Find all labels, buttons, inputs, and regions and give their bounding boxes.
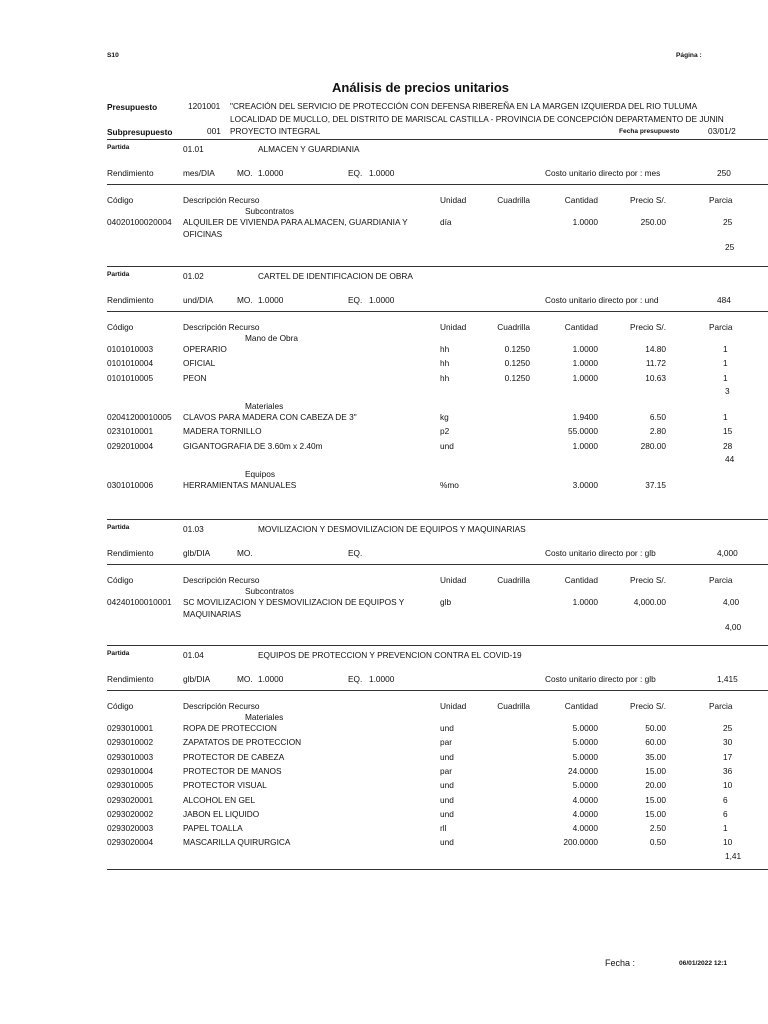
col-header-cuadrilla: Cuadrilla <box>497 701 530 711</box>
group-subtotal: 44 <box>725 453 735 464</box>
rendimiento-label: Rendimiento <box>107 548 154 558</box>
col-header-codigo: Código <box>107 195 134 205</box>
partida-name: CARTEL DE IDENTIFICACION DE OBRA <box>258 271 413 281</box>
resource-group-title: Mano de Obra <box>245 333 299 343</box>
col-header-parcial: Parcia <box>709 195 733 205</box>
costo-unitario-label: Costo unitario directo por : mes <box>545 168 661 178</box>
col-header-unidad: Unidad <box>440 195 467 205</box>
partida-separator <box>107 266 768 267</box>
resource-parcial: 6 <box>723 794 728 805</box>
resource-precio: 14.80 <box>645 344 666 354</box>
resource-code: 0293010003 <box>107 751 154 762</box>
resource-parcial: 1 <box>723 823 728 834</box>
subpresupuesto-code: 001 <box>207 126 221 136</box>
rendimiento-separator <box>107 311 768 312</box>
resource-parcial: 4,00 <box>723 597 740 607</box>
resource-code: 0293020003 <box>107 823 154 834</box>
partida-label: Partida <box>107 144 130 151</box>
subpresupuesto-name: PROYECTO INTEGRAL <box>230 126 321 136</box>
resource-description: CLAVOS PARA MADERA CON CABEZA DE 3" <box>183 411 357 422</box>
col-header-precio: Precio S/. <box>630 195 666 205</box>
col-header-cantidad: Cantidad <box>564 195 598 205</box>
resource-description: ROPA DE PROTECCION <box>183 723 277 733</box>
col-header-unidad: Unidad <box>440 322 467 332</box>
resource-description: ALQUILER DE VIVIENDA PARA ALMACEN, GUARDIANIA Y <box>183 217 408 227</box>
rendimiento-label: Rendimiento <box>107 168 154 178</box>
resource-cantidad: 1.0000 <box>572 372 598 383</box>
resource-unit: und <box>440 808 454 819</box>
resource-cantidad: 55.0000 <box>568 426 598 437</box>
resource-description: MADERA TORNILLO <box>183 426 262 437</box>
eq-label: EQ. <box>348 548 363 558</box>
eq-label: EQ. <box>348 295 363 305</box>
resource-code: 0101010003 <box>107 344 154 354</box>
resource-precio: 11.72 <box>645 358 666 369</box>
resource-unit: p2 <box>440 426 450 437</box>
resource-unit: hh <box>440 372 450 383</box>
resource-group-title: Materiales <box>245 400 284 411</box>
col-header-descripcion: Descripción Recurso <box>183 701 260 711</box>
col-header-cuadrilla: Cuadrilla <box>497 322 530 332</box>
resource-unit: und <box>440 837 454 848</box>
col-header-precio: Precio S/. <box>630 322 666 332</box>
mo-label: MO. <box>237 168 253 178</box>
group-subtotal: 3 <box>725 385 730 396</box>
end-separator <box>107 869 768 870</box>
resource-precio: 15.00 <box>645 794 666 805</box>
eq-label: EQ. <box>348 674 363 684</box>
col-header-unidad: Unidad <box>440 701 467 711</box>
col-header-descripcion: Descripción Recurso <box>183 322 260 332</box>
partida-code: 01.04 <box>183 650 204 660</box>
rendimiento-unit: mes/DIA <box>183 168 215 178</box>
col-header-parcial: Parcia <box>709 701 733 711</box>
rendimiento-separator <box>107 690 768 691</box>
resource-parcial: 25 <box>723 217 733 227</box>
resource-group-title: Materiales <box>245 712 284 722</box>
resource-description: PROTECTOR DE CABEZA <box>183 751 285 762</box>
resource-description: JABON EL LIQUIDO <box>183 808 260 819</box>
resource-unit: día <box>440 217 452 227</box>
partida-name: EQUIPOS DE PROTECCION Y PREVENCION CONTRA EL COVID-19 <box>258 650 522 660</box>
partida-label: Partida <box>107 650 130 657</box>
resource-description: SC MOVILIZACION Y DESMOVILIZACION DE EQUIPOS Y <box>183 597 405 607</box>
resource-group-title: Equipos <box>245 468 275 479</box>
col-header-parcial: Parcia <box>709 322 733 332</box>
resource-precio: 20.00 <box>645 780 666 791</box>
rendimiento-label: Rendimiento <box>107 674 154 684</box>
presupuesto-desc-line1: "CREACIÓN DEL SERVICIO DE PROTECCIÓN CON DEFENSA RIBEREÑA EN LA MARGEN IZQUIERDA DEL RIO TULUMA <box>230 101 698 111</box>
resource-code: 0231010001 <box>107 426 154 437</box>
resource-cantidad: 4.0000 <box>572 808 598 819</box>
resource-description: OFICIAL <box>183 358 216 369</box>
partida-label: Partida <box>107 524 130 531</box>
resource-cantidad: 4.0000 <box>572 794 598 805</box>
eq-value: 1.0000 <box>369 295 395 305</box>
resource-cantidad: 5.0000 <box>572 780 598 791</box>
resource-code: 0292010004 <box>107 440 154 451</box>
resource-cantidad: 5.0000 <box>572 737 598 748</box>
fecha-presupuesto-label: Fecha presupuesto <box>619 128 680 135</box>
page-label: Página : <box>676 52 702 59</box>
resource-description: HERRAMIENTAS MANUALES <box>183 479 297 490</box>
resource-cantidad: 5.0000 <box>572 723 598 733</box>
mo-value: 1.0000 <box>258 674 284 684</box>
resource-parcial: 10 <box>723 837 733 848</box>
resource-code: 04020100020004 <box>107 217 172 227</box>
col-header-cantidad: Cantidad <box>564 575 598 585</box>
resource-description: MASCARILLA QUIRURGICA <box>183 837 291 848</box>
resource-unit: %mo <box>440 479 459 490</box>
resource-cantidad: 1.0000 <box>572 597 598 607</box>
resource-cantidad: 24.0000 <box>568 765 598 776</box>
footer-date-label: Fecha : <box>605 958 636 968</box>
resource-precio: 15.00 <box>645 765 666 776</box>
presupuesto-desc-line2: LOCALIDAD DE MUCLLO, DEL DISTRITO DE MARISCAL CASTILLA - PROVINCIA DE CONCEPCIÓN DEPARTAMENTO DE JUNIN <box>230 114 724 124</box>
resource-cantidad: 4.0000 <box>572 823 598 834</box>
partida-name: MOVILIZACION Y DESMOVILIZACION DE EQUIPOS Y MAQUINARIAS <box>258 524 526 534</box>
resource-code: 0293020002 <box>107 808 154 819</box>
costo-unitario-value: 4,000 <box>717 548 738 558</box>
resource-unit: hh <box>440 358 450 369</box>
resource-group-title: Subcontratos <box>245 586 294 596</box>
software-name: S10 <box>107 52 119 59</box>
eq-label: EQ. <box>348 168 363 178</box>
resource-code: 02041200010005 <box>107 411 172 422</box>
resource-unit: hh <box>440 344 450 354</box>
resource-unit: kg <box>440 411 449 422</box>
col-header-parcial: Parcia <box>709 575 733 585</box>
partida-separator <box>107 519 768 520</box>
subpresupuesto-label: Subpresupuesto <box>107 127 173 137</box>
resource-cantidad: 1.9400 <box>572 411 598 422</box>
resource-code: 04240100010001 <box>107 597 172 607</box>
resource-unit: und <box>440 440 454 451</box>
resource-cantidad: 1.0000 <box>572 217 598 227</box>
partida-code: 01.03 <box>183 524 204 534</box>
resource-code: 0293020001 <box>107 794 154 805</box>
resource-description: OPERARIO <box>183 344 227 354</box>
resource-unit: rll <box>440 823 447 834</box>
col-header-codigo: Código <box>107 701 134 711</box>
col-header-cantidad: Cantidad <box>564 701 598 711</box>
resource-cantidad: 1.0000 <box>572 440 598 451</box>
resource-code: 0301010006 <box>107 479 154 490</box>
resource-parcial: 30 <box>723 737 733 748</box>
resource-cuadrilla: 0.1250 <box>504 344 530 354</box>
partida-code: 01.01 <box>183 144 204 154</box>
resource-cuadrilla: 0.1250 <box>504 372 530 383</box>
mo-label: MO. <box>237 674 253 684</box>
resource-group-title: Subcontratos <box>245 206 294 216</box>
partida-label: Partida <box>107 271 130 278</box>
resource-description: PAPEL TOALLA <box>183 823 243 834</box>
fecha-presupuesto-value: 03/01/2 <box>708 126 736 136</box>
col-header-cuadrilla: Cuadrilla <box>497 575 530 585</box>
resource-precio: 2.80 <box>649 426 666 437</box>
resource-description: PEON <box>183 372 207 383</box>
resource-cantidad: 5.0000 <box>572 751 598 762</box>
resource-code: 0293010002 <box>107 737 154 748</box>
resource-precio: 4,000.00 <box>633 597 666 607</box>
resource-precio: 60.00 <box>645 737 666 748</box>
mo-value: 1.0000 <box>258 295 284 305</box>
partida-separator <box>107 139 768 140</box>
col-header-precio: Precio S/. <box>630 575 666 585</box>
resource-precio: 15.00 <box>645 808 666 819</box>
resource-description: ZAPATATOS DE PROTECCION <box>183 737 302 748</box>
col-header-codigo: Código <box>107 575 134 585</box>
resource-parcial: 25 <box>723 723 733 733</box>
resource-cuadrilla: 0.1250 <box>504 358 530 369</box>
resource-parcial: 36 <box>723 765 733 776</box>
page-title: Análisis de precios unitarios <box>332 80 509 95</box>
rendimiento-unit: glb/DIA <box>183 548 211 558</box>
resource-unit: und <box>440 723 454 733</box>
resource-precio: 10.63 <box>645 372 666 383</box>
costo-unitario-value: 484 <box>717 295 731 305</box>
partida-name: ALMACEN Y GUARDIANIA <box>258 144 360 154</box>
resource-code: 0293010001 <box>107 723 154 733</box>
resource-unit: und <box>440 780 454 791</box>
resource-unit: glb <box>440 597 452 607</box>
mo-value: 1.0000 <box>258 168 284 178</box>
eq-value: 1.0000 <box>369 674 395 684</box>
costo-unitario-value: 250 <box>717 168 731 178</box>
resource-precio: 280.00 <box>640 440 666 451</box>
resource-description: GIGANTOGRAFIA DE 3.60m x 2.40m <box>183 440 323 451</box>
resource-parcial: 1 <box>723 372 728 383</box>
rendimiento-label: Rendimiento <box>107 295 154 305</box>
resource-precio: 2.50 <box>649 823 666 834</box>
mo-label: MO. <box>237 548 253 558</box>
costo-unitario-label: Costo unitario directo por : und <box>545 295 659 305</box>
resource-precio: 6.50 <box>649 411 666 422</box>
resource-precio: 35.00 <box>645 751 666 762</box>
group-subtotal: 1,41 <box>725 850 742 861</box>
resource-description: MAQUINARIAS <box>183 608 242 619</box>
resource-precio: 50.00 <box>645 723 666 733</box>
resource-description: PROTECTOR VISUAL <box>183 780 267 791</box>
group-subtotal: 25 <box>725 241 735 252</box>
presupuesto-code: 1201001 <box>188 101 221 111</box>
resource-description: PROTECTOR DE MANOS <box>183 765 282 776</box>
resource-unit: und <box>440 794 454 805</box>
rendimiento-separator <box>107 184 768 185</box>
resource-unit: par <box>440 765 452 776</box>
col-header-descripcion: Descripción Recurso <box>183 575 260 585</box>
resource-parcial: 1 <box>723 358 728 369</box>
col-header-codigo: Código <box>107 322 134 332</box>
resource-unit: par <box>440 737 452 748</box>
resource-precio: 250.00 <box>640 217 666 227</box>
col-header-unidad: Unidad <box>440 575 467 585</box>
group-subtotal: 4,00 <box>725 621 742 632</box>
resource-code: 0101010004 <box>107 358 154 369</box>
resource-parcial: 6 <box>723 808 728 819</box>
resource-precio: 0.50 <box>649 837 666 848</box>
resource-description: OFICINAS <box>183 228 223 239</box>
resource-description: ALCOHOL EN GEL <box>183 794 256 805</box>
resource-cantidad: 3.0000 <box>572 479 598 490</box>
costo-unitario-label: Costo unitario directo por : glb <box>545 674 656 684</box>
resource-parcial: 28 <box>723 440 733 451</box>
eq-value: 1.0000 <box>369 168 395 178</box>
partida-code: 01.02 <box>183 271 204 281</box>
resource-parcial: 17 <box>723 751 733 762</box>
col-header-cuadrilla: Cuadrilla <box>497 195 530 205</box>
resource-parcial: 15 <box>723 426 733 437</box>
costo-unitario-label: Costo unitario directo por : glb <box>545 548 656 558</box>
rendimiento-separator <box>107 564 768 565</box>
col-header-cantidad: Cantidad <box>564 322 598 332</box>
footer-date-value: 06/01/2022 12:1 <box>679 960 728 967</box>
resource-unit: und <box>440 751 454 762</box>
resource-cantidad: 200.0000 <box>563 837 598 848</box>
col-header-descripcion: Descripción Recurso <box>183 195 260 205</box>
presupuesto-label: Presupuesto <box>107 102 158 112</box>
rendimiento-unit: glb/DIA <box>183 674 211 684</box>
rendimiento-unit: und/DIA <box>183 295 213 305</box>
resource-precio: 37.15 <box>645 479 666 490</box>
resource-parcial: 1 <box>723 344 728 354</box>
costo-unitario-value: 1,415 <box>717 674 738 684</box>
resource-cantidad: 1.0000 <box>572 344 598 354</box>
resource-code: 0293020004 <box>107 837 154 848</box>
col-header-precio: Precio S/. <box>630 701 666 711</box>
resource-code: 0101010005 <box>107 372 154 383</box>
resource-code: 0293010004 <box>107 765 154 776</box>
resource-parcial: 10 <box>723 780 733 791</box>
resource-cantidad: 1.0000 <box>572 358 598 369</box>
resource-code: 0293010005 <box>107 780 154 791</box>
mo-label: MO. <box>237 295 253 305</box>
partida-separator <box>107 645 768 646</box>
resource-parcial: 1 <box>723 411 728 422</box>
